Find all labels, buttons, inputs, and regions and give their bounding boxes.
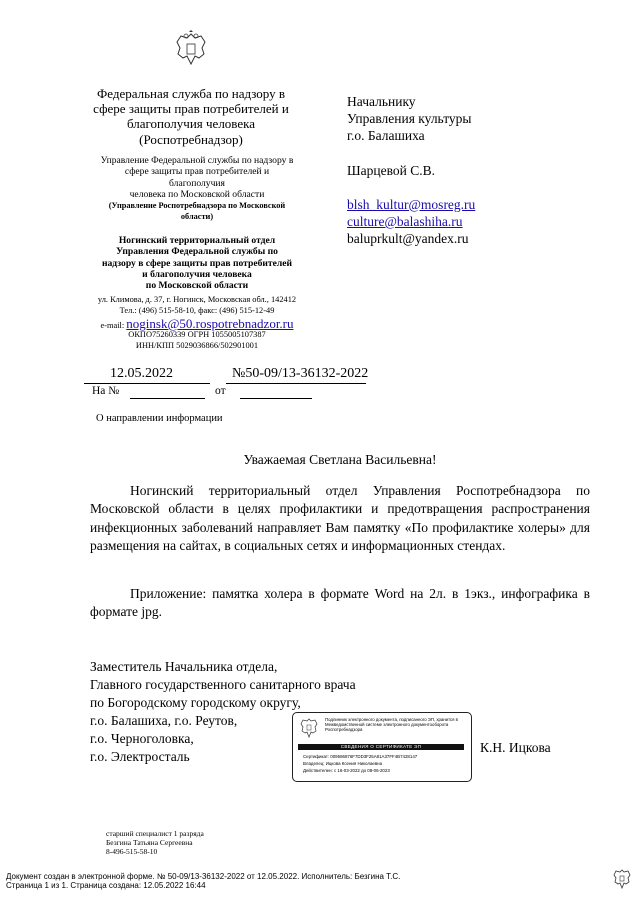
recipient-line: г.о. Балашиха [347,128,425,144]
organization-name [82,86,300,147]
stamp-owner: Владелец: Ицкова Ксения Николаевна [303,761,383,766]
signer-name: К.Н. Ицкова [480,740,551,755]
recipient-email-plain: baluprkult@yandex.ru [347,231,469,247]
recipient-email-link[interactable]: blsh_kultur@mosreg.ru [347,196,476,212]
recipient-block [347,93,607,247]
executor-info [106,829,204,856]
department-name [82,155,312,223]
stamp-header: СВЕДЕНИЯ О СЕРТИФИКАТЕ ЭП [298,744,464,750]
signer-line: г.о. Черноголовка, [90,731,194,747]
date-underline [84,383,210,384]
dept-name-line: человека по Московской области [129,188,265,200]
org-name-line: (Роспотребнадзор) [139,131,243,147]
page-footer [6,872,400,890]
phone-line: Тел.: (496) 515-58-10, факс: (496) 515-12-49 [119,305,275,315]
footer-emblem-icon [612,868,632,890]
office-line: надзору в сфере защиты прав потребителей [101,257,293,269]
registration-codes [82,330,312,351]
inn-kpp: ИНН/КПП 5029036866/502901001 [135,340,259,350]
org-name-line: Федеральная служба по надзору в [96,86,286,101]
subject-line: О направлении информации [96,413,223,424]
office-line: по Московской области [145,280,249,292]
dept-name-line: сфере защиты прав потребителей и [124,166,270,178]
signer-line: г.о. Электросталь [90,749,190,765]
stamp-title: Подлинник электронного документа, подписанного ЭП, хранится в Межведомственной системе электронного документооборота Роспотребнадзора [325,717,458,732]
dept-short-line: области) [180,212,214,222]
office-address [82,295,312,316]
attachment-paragraph: Приложение: памятка холера в формате Word на 2л. в 1экз., инфографика в формате jpg. [90,586,590,620]
dept-name-line: благополучия [169,177,225,189]
signer-line: г.о. Балашиха, г.о. Реутов, [90,713,238,729]
office-email-link[interactable]: noginsk@50.rospotrebnadzor.ru [126,316,294,331]
number-underline [226,383,366,384]
greeting: Уважаемая Светлана Васильевна! [243,452,437,467]
executor-name: Безгина Татьяна Сергеевна [106,838,193,847]
coat-of-arms-icon [173,30,209,68]
org-name-line: благополучия человека [126,116,256,132]
electronic-signature-stamp [292,712,472,782]
reference-date-line [240,398,312,399]
recipient-email-link[interactable]: culture@balashiha.ru [347,214,463,230]
org-name-line: сфере защиты прав потребителей и [93,101,289,117]
document-number: №50-09/13-36132-2022 [232,366,369,381]
office-line: и благополучия человека [142,268,252,280]
recipient-line: Начальнику [347,94,416,109]
territorial-office-name [82,235,312,291]
stamp-certificate: Сертификат: 009586876F7DD3F25A81A37FF4B7428147 [303,754,418,759]
stamp-validity: Действителен: с 16-03-2022 до 08-06-2023 [303,768,390,773]
reference-number-line [130,398,205,399]
office-line: Ногинский территориальный отдел [118,235,276,246]
office-line: Управления Федеральной службы по [116,246,278,258]
signer-line: Заместитель Начальника отдела, [90,659,278,674]
recipient-name: Шарцевой С.В. [347,162,435,178]
executor-phone: 8-496-515-58-10 [106,847,158,856]
dept-short-line: (Управление Роспотребнадзора по Московской [108,201,286,211]
reference-number-label: На № [92,385,120,397]
executor-position: старший специалист 1 разряда [106,829,204,838]
stamp-details [303,753,465,774]
dept-name-line: Управление Федеральной службы по надзору в [100,155,294,166]
stamp-emblem-icon [299,717,319,739]
signer-line: по Богородскому городскому округу, [90,695,301,711]
signer-line: Главного государственного санитарного врача [90,677,356,693]
reference-date-label: от [215,385,226,397]
email-label: e-mail: [100,321,125,330]
address-line: ул. Климова, д. 37, г. Ногинск, Московская обл., 142412 [97,295,297,304]
body-paragraph: Ногинский территориальный отдел Управления Роспотребнадзора по Московской области в целях профилактики и предотвращения распространения инфекционных заболеваний направляет Вам памятку «По профилактике холеры» для размещения на сайтах, в социальных сетях и информационных стендах. [90,483,590,553]
recipient-line: Управления культуры [347,111,472,127]
document-date: 12.05.2022 [110,366,173,381]
okpo-ogrn: ОКПО75260339 ОГРН 1055005107387 [128,330,266,339]
footer-doc-info: Документ создан в электронной форме. № 50-09/13-36132-2022 от 12.05.2022. Исполнитель: Безгина Т.С. [6,872,401,881]
footer-page-info: Страница 1 из 1. Страница создана: 12.05.2022 16:44 [6,881,206,891]
